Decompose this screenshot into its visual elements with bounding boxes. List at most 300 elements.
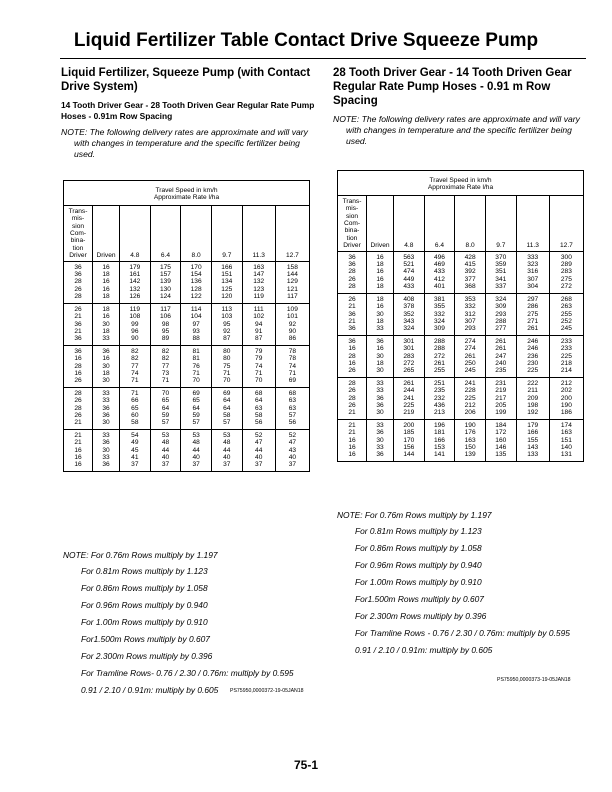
rate-cell: 283	[394, 353, 425, 360]
rate-cell: 40	[275, 454, 309, 461]
table-row	[64, 387, 310, 397]
row-spacing-note-item: 0.91 / 2.10 / 0.91m: multiply by 0.605	[81, 685, 219, 695]
rate-cell: 170	[181, 261, 212, 271]
rate-cell: 49	[120, 439, 151, 446]
driver-cell: 21	[338, 429, 367, 436]
rate-cell: 261	[485, 335, 516, 345]
rate-cell: 122	[181, 293, 212, 303]
rate-cell: 307	[516, 276, 549, 283]
rate-cell: 235	[424, 387, 455, 394]
rate-cell: 428	[455, 251, 486, 261]
row-spacing-note-item: For 0.86m Rows multiply by 1.058	[81, 583, 208, 593]
rate-cell: 332	[424, 311, 455, 318]
rate-cell: 268	[549, 293, 583, 303]
speed-column-header: 6.4	[424, 195, 455, 251]
rate-cell: 244	[394, 387, 425, 394]
rate-cell: 47	[242, 439, 275, 446]
row-spacing-note-item: For 0.81m Rows multiply by 1.123	[81, 566, 208, 576]
rate-cell: 64	[211, 405, 242, 412]
driven-cell: 18	[367, 360, 394, 367]
rate-cell: 79	[242, 355, 275, 362]
rate-cell: 48	[211, 439, 242, 446]
rate-cell: 251	[424, 377, 455, 387]
rate-cell: 275	[516, 311, 549, 318]
rate-cell: 316	[516, 268, 549, 275]
driver-cell: 16	[64, 355, 93, 362]
table-row	[338, 268, 584, 275]
table-row	[64, 363, 310, 370]
rate-cell: 190	[549, 402, 583, 409]
rate-cell: 95	[211, 321, 242, 328]
rate-cell: 261	[394, 377, 425, 387]
driven-cell: 33	[367, 387, 394, 394]
rate-cell: 146	[485, 444, 516, 451]
rate-cell: 198	[516, 402, 549, 409]
rate-cell: 68	[242, 387, 275, 397]
rate-cell: 37	[150, 461, 181, 471]
rate-cell: 90	[120, 335, 151, 345]
driven-column-header: Driven	[93, 205, 120, 261]
rate-cell: 43	[275, 447, 309, 454]
rate-cell: 300	[549, 251, 583, 261]
driven-cell: 18	[93, 271, 120, 278]
rate-cell: 48	[181, 439, 212, 446]
rate-cell: 261	[485, 345, 516, 352]
driven-cell: 33	[367, 444, 394, 451]
rate-cell: 124	[150, 293, 181, 303]
rate-cell: 370	[485, 251, 516, 261]
table-row	[338, 444, 584, 451]
driver-cell: 16	[64, 447, 93, 454]
rate-cell: 58	[211, 412, 242, 419]
driver-cell: 26	[64, 412, 93, 419]
driver-cell: 28	[338, 268, 367, 275]
speed-caption: Travel Speed in km/h	[155, 187, 218, 194]
rate-cell: 65	[150, 397, 181, 404]
driver-cell: 28	[64, 293, 93, 303]
driver-cell: 26	[338, 367, 367, 377]
rate-cell: 95	[150, 328, 181, 335]
rate-cell: 52	[242, 429, 275, 439]
rate-cell: 98	[150, 321, 181, 328]
rate-cell: 135	[485, 451, 516, 461]
rate-cell: 114	[181, 303, 212, 313]
rate-cell: 436	[424, 402, 455, 409]
rate-cell: 213	[424, 409, 455, 419]
rate-cell: 108	[120, 313, 151, 320]
driver-cell: 26	[338, 402, 367, 409]
rate-cell: 139	[150, 278, 181, 285]
table-row	[338, 360, 584, 367]
table-row	[64, 405, 310, 412]
table-row	[64, 278, 310, 285]
rate-cell: 225	[455, 395, 486, 402]
rate-cell: 179	[120, 261, 151, 271]
driver-cell: 26	[64, 397, 93, 404]
table-row	[64, 461, 310, 471]
rate-cell: 433	[394, 283, 425, 293]
rate-cell: 40	[211, 454, 242, 461]
table-row	[338, 276, 584, 283]
rate-cell: 352	[394, 311, 425, 318]
rate-cell: 59	[150, 412, 181, 419]
rate-cell: 261	[455, 353, 486, 360]
rate-cell: 218	[549, 360, 583, 367]
table-row	[64, 286, 310, 293]
rate-cell: 78	[275, 355, 309, 362]
rate-cell: 54	[120, 429, 151, 439]
table-row	[64, 328, 310, 335]
rate-cell: 245	[455, 367, 486, 377]
rate-cell: 139	[455, 451, 486, 461]
driver-cell: 21	[64, 419, 93, 429]
table-row	[338, 353, 584, 360]
driven-cell: 16	[93, 355, 120, 362]
rate-cell: 81	[181, 355, 212, 362]
rate-cell: 102	[242, 313, 275, 320]
driver-cell: 16	[338, 360, 367, 367]
table-row	[64, 355, 310, 362]
rate-cell: 289	[549, 261, 583, 268]
left-rate-table	[63, 180, 310, 472]
row-spacing-note-lead: NOTE: For 0.76m Rows multiply by 1.197	[63, 550, 218, 560]
driven-cell: 18	[367, 283, 394, 293]
rate-cell: 175	[150, 261, 181, 271]
driver-cell: 21	[64, 328, 93, 335]
rate-cell: 80	[211, 345, 242, 355]
row-spacing-note-item: For1.500m Rows multiply by 0.607	[81, 634, 210, 644]
speed-column-header: 12.7	[549, 195, 583, 251]
rate-cell: 74	[120, 370, 151, 377]
row-spacing-note-item: For Tramline Rows- 0.76 / 2.30 / 0.76m: multiply by 0.595	[81, 668, 294, 678]
rate-cell: 250	[455, 360, 486, 367]
rate-cell: 52	[275, 429, 309, 439]
rate-caption: Approximate Rate l/ha	[427, 184, 494, 192]
rate-cell: 170	[394, 437, 425, 444]
driven-cell: 30	[367, 367, 394, 377]
rate-cell: 332	[455, 303, 486, 310]
rate-cell: 86	[275, 335, 309, 345]
driven-cell: 16	[367, 303, 394, 310]
rate-cell: 283	[549, 268, 583, 275]
driven-cell: 30	[93, 321, 120, 328]
driven-cell: 18	[93, 328, 120, 335]
rate-cell: 408	[394, 293, 425, 303]
rate-cell: 66	[120, 397, 151, 404]
rate-cell: 89	[150, 335, 181, 345]
rate-cell: 37	[275, 461, 309, 471]
rate-cell: 90	[275, 328, 309, 335]
table-row	[338, 395, 584, 402]
rate-cell: 355	[424, 303, 455, 310]
table-row	[64, 321, 310, 328]
table-row	[338, 303, 584, 310]
rate-cell: 106	[150, 313, 181, 320]
rate-cell: 47	[275, 439, 309, 446]
rate-cell: 209	[516, 395, 549, 402]
driver-cell: 36	[338, 335, 367, 345]
rate-cell: 82	[150, 345, 181, 355]
rate-cell: 232	[424, 395, 455, 402]
driver-cell: 26	[338, 276, 367, 283]
rate-cell: 92	[211, 328, 242, 335]
table-row	[338, 429, 584, 436]
left-row-spacing-notes	[63, 550, 315, 702]
rate-cell: 41	[120, 454, 151, 461]
driven-cell: 18	[93, 293, 120, 303]
driver-column-header: Trans- mis- sion Com- bina- tion Driver	[338, 195, 367, 251]
rate-cell: 130	[150, 286, 181, 293]
rate-cell: 246	[516, 335, 549, 345]
driven-cell: 33	[367, 325, 394, 335]
rate-cell: 125	[211, 286, 242, 293]
rate-cell: 128	[181, 286, 212, 293]
rate-cell: 65	[120, 405, 151, 412]
driver-cell: 28	[338, 283, 367, 293]
rate-cell: 163	[242, 261, 275, 271]
page-title: Liquid Fertilizer Table Contact Drive Squeeze Pump	[73, 30, 539, 51]
rate-cell: 307	[455, 318, 486, 325]
rate-cell: 211	[516, 387, 549, 394]
driver-cell: 36	[64, 345, 93, 355]
row-spacing-note-item: For 0.81m Rows multiply by 1.123	[355, 526, 482, 536]
table-row	[338, 335, 584, 345]
rate-cell: 59	[181, 412, 212, 419]
rate-cell: 288	[424, 335, 455, 345]
rate-cell: 129	[275, 278, 309, 285]
rate-cell: 117	[275, 293, 309, 303]
driven-cell: 36	[367, 451, 394, 461]
rate-cell: 87	[211, 335, 242, 345]
table-caption-row	[64, 181, 310, 206]
driven-cell: 30	[367, 409, 394, 419]
rate-cell: 163	[455, 437, 486, 444]
driven-cell: 16	[93, 261, 120, 271]
driver-cell: 16	[338, 345, 367, 352]
rate-cell: 63	[242, 405, 275, 412]
rate-cell: 37	[242, 461, 275, 471]
rate-cell: 70	[181, 377, 212, 387]
rate-cell: 53	[150, 429, 181, 439]
rate-cell: 219	[485, 387, 516, 394]
rate-cell: 265	[394, 367, 425, 377]
driver-cell: 16	[338, 451, 367, 461]
rate-cell: 449	[394, 276, 425, 283]
rate-cell: 82	[120, 355, 151, 362]
rate-cell: 94	[242, 321, 275, 328]
rate-cell: 82	[120, 345, 151, 355]
rate-cell: 70	[242, 377, 275, 387]
table-row	[64, 397, 310, 404]
rate-cell: 255	[424, 367, 455, 377]
rate-cell: 202	[549, 387, 583, 394]
rate-cell: 64	[150, 405, 181, 412]
rate-cell: 401	[424, 283, 455, 293]
driven-cell: 36	[367, 429, 394, 436]
rate-cell: 184	[485, 419, 516, 429]
speed-column-header: 8.0	[181, 205, 212, 261]
rate-cell: 225	[549, 353, 583, 360]
table-row	[64, 335, 310, 345]
rate-cell: 71	[120, 377, 151, 387]
table-caption	[338, 171, 584, 196]
rate-cell: 293	[485, 311, 516, 318]
driver-cell: 28	[64, 363, 93, 370]
rate-cell: 275	[549, 276, 583, 283]
left-section-subheading: 14 Tooth Driver Gear - 28 Tooth Driven Gear Regular Rate Pump Hoses - 0.91m Row Spacing	[61, 100, 315, 121]
driver-cell: 36	[338, 261, 367, 268]
driver-cell: 36	[64, 261, 93, 271]
speed-column-header: 4.8	[394, 195, 425, 251]
rate-cell: 82	[150, 355, 181, 362]
rate-cell: 96	[120, 328, 151, 335]
rate-cell: 301	[394, 345, 425, 352]
table-row	[338, 325, 584, 335]
rate-cell: 274	[455, 345, 486, 352]
table-row	[338, 318, 584, 325]
rate-cell: 166	[516, 429, 549, 436]
rate-cell: 392	[455, 268, 486, 275]
rate-cell: 324	[394, 325, 425, 335]
right-rate-table	[337, 170, 584, 462]
rate-cell: 286	[516, 303, 549, 310]
rate-cell: 150	[455, 444, 486, 451]
rate-cell: 154	[181, 271, 212, 278]
driver-cell: 28	[338, 353, 367, 360]
rate-cell: 77	[150, 363, 181, 370]
driver-cell: 26	[64, 286, 93, 293]
rate-cell: 57	[150, 419, 181, 429]
rate-cell: 76	[181, 363, 212, 370]
table-row	[338, 377, 584, 387]
rate-cell: 44	[211, 447, 242, 454]
rate-cell: 160	[485, 437, 516, 444]
rate-cell: 77	[120, 363, 151, 370]
table-row	[64, 261, 310, 271]
driven-cell: 30	[367, 353, 394, 360]
rate-cell: 192	[516, 409, 549, 419]
driven-cell: 18	[93, 303, 120, 313]
rate-cell: 57	[275, 412, 309, 419]
driven-cell: 18	[367, 261, 394, 268]
driven-cell: 16	[93, 278, 120, 285]
driven-cell: 36	[367, 335, 394, 345]
rate-cell: 235	[485, 367, 516, 377]
rate-cell: 141	[424, 451, 455, 461]
rate-cell: 324	[424, 318, 455, 325]
driven-cell: 33	[367, 419, 394, 429]
rate-cell: 246	[516, 345, 549, 352]
rate-cell: 132	[120, 286, 151, 293]
table-row	[338, 345, 584, 352]
row-spacing-note-item: For Tramline Rows - 0.76 / 2.30 / 0.76m: multiply by 0.595	[355, 628, 570, 638]
speed-column-header: 9.7	[485, 195, 516, 251]
rate-cell: 166	[424, 437, 455, 444]
rate-cell: 57	[211, 419, 242, 429]
rate-cell: 56	[242, 419, 275, 429]
driven-cell: 33	[93, 335, 120, 345]
rate-cell: 44	[242, 447, 275, 454]
rate-cell: 37	[181, 461, 212, 471]
rate-cell: 225	[516, 367, 549, 377]
table-row	[64, 271, 310, 278]
driven-cell: 16	[367, 345, 394, 352]
rate-cell: 181	[424, 429, 455, 436]
rate-cell: 185	[394, 429, 425, 436]
driver-cell: 36	[338, 251, 367, 261]
rate-cell: 119	[120, 303, 151, 313]
driver-cell: 36	[64, 321, 93, 328]
rate-cell: 133	[516, 451, 549, 461]
rate-cell: 174	[549, 419, 583, 429]
rate-cell: 58	[120, 419, 151, 429]
rate-cell: 79	[242, 345, 275, 355]
driven-cell: 16	[93, 313, 120, 320]
rate-cell: 304	[516, 283, 549, 293]
table-row	[64, 439, 310, 446]
driver-cell: 16	[64, 370, 93, 377]
rate-cell: 70	[150, 387, 181, 397]
rate-cell: 240	[485, 360, 516, 367]
rate-cell: 119	[242, 293, 275, 303]
driver-cell: 16	[338, 444, 367, 451]
rate-cell: 179	[516, 419, 549, 429]
rate-cell: 309	[424, 325, 455, 335]
rate-cell: 312	[455, 311, 486, 318]
rate-cell: 474	[394, 268, 425, 275]
table-row	[64, 345, 310, 355]
rate-cell: 45	[120, 447, 151, 454]
driver-cell: 26	[64, 377, 93, 387]
rate-cell: 65	[181, 397, 212, 404]
rate-cell: 200	[549, 395, 583, 402]
rate-cell: 60	[120, 412, 151, 419]
table-row	[338, 437, 584, 444]
driver-cell: 21	[338, 318, 367, 325]
table-row	[338, 367, 584, 377]
left-section-heading: Liquid Fertilizer, Squeeze Pump (with Contact Drive System)	[61, 67, 311, 93]
rate-cell: 261	[516, 325, 549, 335]
driven-cell: 33	[93, 387, 120, 397]
driver-column-header: Trans- mis- sion Com- bina- tion Driver	[64, 205, 93, 261]
rate-cell: 163	[549, 429, 583, 436]
driven-cell: 30	[93, 363, 120, 370]
rate-cell: 58	[242, 412, 275, 419]
row-spacing-note-item: For 0.86m Rows multiply by 1.058	[355, 543, 482, 553]
rate-cell: 103	[211, 313, 242, 320]
rate-cell: 231	[485, 377, 516, 387]
rate-cell: 71	[181, 370, 212, 377]
rate-cell: 381	[424, 293, 455, 303]
driven-column-header: Driven	[367, 195, 394, 251]
rate-cell: 75	[211, 363, 242, 370]
row-spacing-note-item: For 0.96m Rows multiply by 0.940	[355, 560, 482, 570]
rate-cell: 212	[549, 377, 583, 387]
rate-cell: 219	[394, 409, 425, 419]
rate-cell: 199	[485, 409, 516, 419]
rate-cell: 71	[150, 377, 181, 387]
rate-cell: 351	[485, 268, 516, 275]
table-row	[338, 293, 584, 303]
row-spacing-note-item: For 1.00m Rows multiply by 0.910	[81, 617, 208, 627]
right-row-spacing-notes	[337, 510, 589, 662]
driven-cell: 36	[367, 402, 394, 409]
right-column	[333, 66, 587, 147]
rate-cell: 68	[275, 387, 309, 397]
rate-cell: 263	[549, 303, 583, 310]
driven-cell: 30	[93, 419, 120, 429]
rate-cell: 53	[181, 429, 212, 439]
